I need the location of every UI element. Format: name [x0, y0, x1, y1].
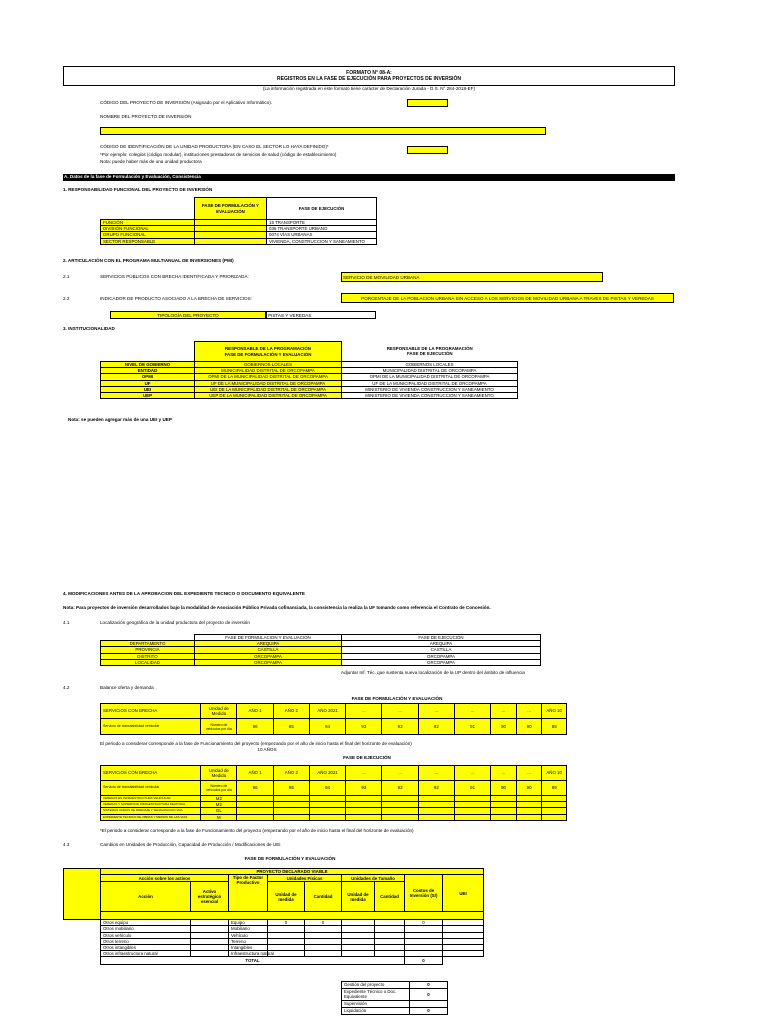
col-header: AÑO 2 — [273, 766, 309, 781]
row-label: DEPARTAMENTO — [101, 641, 195, 647]
col-header: Unidad de medida — [342, 882, 375, 912]
item-4-2-label: Balance oferta y demanda — [100, 685, 154, 690]
row-label: ENTIDAD — [101, 368, 195, 374]
cell-value[interactable]: MINISTERIO DE VIVIENDA CONSTRUCCION Y SANEAMIENTO — [342, 386, 518, 392]
row-label: UEP — [101, 393, 195, 399]
cell-value[interactable]: CASTILLA — [195, 647, 342, 653]
cell-value[interactable]: MUNICIPALIDAD DISTRITAL DE ORCOPAMPA — [342, 368, 518, 374]
cell-value[interactable]: Terreno — [229, 938, 268, 944]
row-label: Otros mobiliario — [101, 926, 191, 932]
cell-value[interactable]: GOBIERNOS LOCALES — [195, 362, 342, 368]
changes-table — [63, 868, 484, 965]
col-head-1b: FASE DE FORMULACIÓN Y EVALUACIÓN — [224, 351, 312, 357]
cell-value[interactable]: 90 — [491, 719, 517, 735]
cell-value[interactable] — [410, 1001, 448, 1008]
row-label: DISTRITO — [101, 653, 195, 659]
col-header: AÑO 2021 — [309, 766, 345, 781]
row-label: VEREDAS EN INFRAESTRUCTURA VEHICULAR — [101, 796, 201, 802]
format-header — [63, 66, 675, 86]
cell-unit: M — [201, 814, 237, 820]
cell-value[interactable]: 93 — [382, 781, 418, 796]
col-formulation: FASE DE FORMULACION Y EVALUACION — [195, 635, 342, 641]
cell-value[interactable]: 90 — [491, 781, 517, 796]
cell-value[interactable]: UEP DE LA MUNICIPALIDAD DISTRITAL DE ORCOPAMPA — [195, 393, 342, 399]
col-head-1a: RESPONSABLE DE LA PROGRAMACIÓN — [225, 346, 311, 352]
cell-value[interactable]: 93 — [346, 719, 382, 735]
cell-value: Número de vehículos por día — [201, 781, 237, 796]
row-label: Otros equipo — [101, 920, 191, 926]
changes-title: FASE DE FORMULACIÓN Y EVALUACIÓN — [244, 856, 336, 861]
col-header: Acción sobre los activos — [101, 875, 229, 882]
row-label: Liquidación — [342, 1008, 410, 1015]
institutional-note: Nota: se pueden agregar más de una UEI y UEP — [68, 417, 172, 422]
item-4-3-number: 4.3 — [63, 842, 70, 847]
col-header: UEI — [443, 875, 484, 912]
item-4-1-label: Localización geográfica de la unidad productora del proyecto de inversión — [100, 620, 250, 625]
cell-unit: M2 — [201, 796, 237, 802]
total-value: 0 — [405, 957, 443, 965]
cell-value[interactable]: AREQUIPA — [195, 641, 342, 647]
section-1-title: 1. RESPONSABILIDAD FUNCIONAL DEL PROYECTO DE INVERSIÓN — [63, 187, 213, 192]
cell-value[interactable]: ORCOPAMPA — [195, 659, 342, 665]
up-note: Nota: puede haber más de una unidad productora — [100, 159, 202, 164]
cell-value[interactable]: UF DE LA MUNICIPALIDAD DISTRITAL DE ORCOPAMPA — [342, 380, 518, 386]
cell-unit: M2 — [201, 802, 237, 808]
balance-ej-title: FASE DE EJECUCIÓN — [343, 755, 391, 760]
cell-value[interactable]: 93 — [382, 719, 418, 735]
cell-value[interactable]: 036 TRANSPORTE URBANO — [267, 226, 377, 232]
col-execution: FASE DE EJECUCIÓN — [267, 198, 377, 220]
balance-fe-table — [100, 703, 567, 735]
typology-field[interactable]: PISTAS Y VEREDAS — [266, 311, 376, 319]
cell-value[interactable]: 0074 VÍAS URBANAS — [267, 232, 377, 238]
col-header: Unidad de medida — [268, 882, 305, 912]
col-header: ... — [454, 766, 490, 781]
cell-value[interactable]: 92 — [418, 781, 454, 796]
row-label: Gestión del proyecto — [342, 982, 410, 989]
col-header: Tipo de Factor Productivo — [232, 875, 264, 886]
total-label: TOTAL — [101, 957, 405, 965]
cell-value[interactable]: 95 — [273, 719, 309, 735]
viable-project-header: PROYECTO DECLARADO VIABLE — [101, 869, 484, 875]
cell-value[interactable]: Infraestructura natural — [229, 951, 268, 957]
row-label: VEREDAS Y SUPERFICIE INFRAESTRUCTURA PEATONAL — [101, 802, 201, 808]
cell-value[interactable]: 0 — [268, 920, 305, 926]
location-table — [100, 634, 541, 666]
cell-value[interactable]: CASTILLA — [342, 647, 541, 653]
col-header: AÑO 1 — [237, 704, 273, 719]
cell-value[interactable]: 94 — [309, 781, 345, 796]
col-header: Unidad de Medida — [201, 704, 237, 719]
row-label: Otros infraestructura natural — [101, 951, 191, 957]
project-code-label: CÓDIGO DEL PROYECTO DE INVERSIÓN (Asignado por el Aplicativo Informático). — [100, 100, 273, 105]
item-2-1-number: 2.1 — [63, 274, 70, 279]
row-label: LOCALIDAD — [101, 659, 195, 665]
row-label: Expediente Técnico o Doc. Equivalente — [342, 989, 410, 1001]
col-header: Cantidad — [305, 882, 342, 912]
item-4-3-label: Cambios en Unidades de Producción, Capacidad de Producción / Modificaciones de UEI — [100, 842, 281, 847]
balance-fe-title: FASE DE FORMULACIÓN Y EVALUACIÓN — [351, 696, 443, 701]
cell-value[interactable]: Intangibles — [229, 945, 268, 951]
col-header: AÑO 2 — [273, 704, 309, 719]
col-header: ... — [454, 704, 490, 719]
col-formulation: FASE DE FORMULACIÓN Y EVALUACIÓN — [195, 198, 267, 220]
project-name-label: NOMBRE DEL PROYECTO DE INVERSIÓN — [100, 114, 192, 119]
cell-value[interactable]: UF DE LA MUNICIPALIDAD DISTRITAL DE ORCOPAMPA — [195, 380, 342, 386]
row-label: EXPEDIENTE TECNICO DE OBRAS Y MEDIOS DE LAS VIAS — [101, 814, 201, 820]
period-note-2: *El periodo a considerar corresponde a la fase de Funcionamiento del proyecto (empezando por el año de inicio hasta el final del horizonte de evaluación) — [100, 828, 414, 833]
cell-unit: GL — [201, 808, 237, 814]
up-code-label: CÓDIGO DE IDENTIFICACIÓN DE LA UNIDAD PRODUCTORA (EN CASO EL SECTOR LO HAYA DEFINIDO)* — [100, 144, 329, 149]
row-label: UF — [101, 380, 195, 386]
cell-value[interactable]: 89 — [542, 781, 567, 796]
col-header: ... — [382, 766, 418, 781]
section-a-header: A. Datos de la fase de Formulación y Evaluación, Consistencia — [63, 174, 675, 181]
cell-value[interactable]: UEI DE LA MUNICIPALIDAD DISTRITAL DE ORCOPAMPA — [195, 386, 342, 392]
col-header: ... — [382, 704, 418, 719]
cell-value[interactable]: 0 — [410, 989, 448, 1001]
cell-value[interactable]: 90 — [516, 781, 542, 796]
cell-value[interactable]: ORCOPAMPA — [195, 653, 342, 659]
col-header: Cantidad — [375, 882, 405, 912]
row-label: FUNCIÓN — [101, 220, 195, 226]
col-header: Unidad de Medida — [201, 766, 237, 781]
cell-value[interactable]: AREQUIPA — [342, 641, 541, 647]
format-title: FORMATO N° 08-A: — [346, 70, 392, 76]
cell-value[interactable]: 94 — [309, 719, 345, 735]
row-label: Servicio de transitabilidad vehicular — [101, 781, 201, 796]
section-3-title: 3. INSTITUCIONALIDAD — [63, 326, 115, 331]
cell-value[interactable]: 0 — [305, 920, 342, 926]
cell-value[interactable]: 0 — [410, 1008, 448, 1015]
item-2-2-label: INDICADOR DE PRODUCTO ASOCIADO A LA BRECHA DE SERVICIOS: — [100, 296, 252, 301]
period-note: El periodo a considerar corresponde a la fase de Funcionamiento del proyecto (empezando por el año de inicio hasta el final del horizonte de evaluación) — [100, 741, 412, 746]
cell-value[interactable]: 93 — [346, 781, 382, 796]
cell-value[interactable]: ORCOPAMPA — [342, 653, 541, 659]
col-head-2b: FASE DE EJECUCIÓN — [406, 351, 453, 357]
row-label: Supervisión — [342, 1001, 410, 1008]
col-header: SERVICIOS CON BRECHA — [101, 766, 201, 781]
period-value: 10 AÑOS — [257, 747, 277, 752]
col-header: Acción — [101, 882, 191, 912]
cell-value[interactable]: 90 — [516, 719, 542, 735]
project-name-field[interactable] — [100, 127, 546, 135]
col-header: SERVICIOS CON BRECHA — [101, 704, 201, 719]
row-label: UEI — [101, 386, 195, 392]
row-label: DIVISIÓN FUNCIONAL — [101, 226, 195, 232]
col-head-2a: RESPONSABLE DE LA PROGRAMACIÓN — [386, 346, 473, 352]
cell-value[interactable]: OPMI DE LA MUNICIPALIDAD DISTRITAL DE ORCOPAMPA — [342, 374, 518, 380]
col-header: AÑO 1 — [237, 766, 273, 781]
cell-value[interactable]: VIVIENDA, CONSTRUCCION Y SANEAMIENTO — [267, 238, 377, 244]
col-header: AÑO 2021 — [309, 704, 345, 719]
cell-value[interactable]: 96 — [237, 781, 273, 796]
cell-value[interactable]: 0 — [410, 982, 448, 989]
cell-value[interactable]: 91 — [454, 719, 490, 735]
project-code-field[interactable] — [407, 99, 448, 107]
col-header: Unidades Físicas — [268, 875, 342, 882]
col-header: ... — [491, 704, 517, 719]
example-note: *Por ejemplo: colegios (código modular), instituciones prestadoras de servicios de salud (código de establecimiento) — [100, 152, 337, 157]
section-2-title: 2. ARTICULACIÓN CON EL PROGRAMA MULTIANUAL DE INVERSIONES (PMI) — [63, 258, 234, 263]
col-header: ... — [516, 766, 542, 781]
row-label: Servicio de transitabilidad vehicular — [101, 719, 201, 735]
service-gap-field[interactable]: SERVICIO DE MOVILIDAD URBANA — [341, 272, 603, 282]
cell-value[interactable]: 96 — [237, 719, 273, 735]
item-2-1-label: SERVICIOS PÚBLICOS CON BRECHA IDENTIFICADA Y PRIORIZADA: — [100, 274, 249, 279]
cell-value[interactable]: Vehículo — [229, 932, 268, 938]
balance-ej-table — [100, 765, 567, 821]
col-execution: FASE DE EJECUCIÓN — [342, 635, 541, 641]
cell-value[interactable]: OPMI DE LA MUNICIPALIDAD DISTRITAL DE ORCOPAMPA — [195, 374, 342, 380]
row-label: OPMI — [101, 374, 195, 380]
cell-value[interactable]: ORCOPAMPA — [342, 659, 541, 665]
row-label: Otros terreno — [101, 938, 191, 944]
cell-value[interactable]: 0 — [405, 920, 443, 926]
typology-label: TIPOLOGÍA DEL PROYECTO — [110, 311, 266, 319]
col-header: ... — [346, 766, 382, 781]
cell-value: Número de vehículos por día — [201, 719, 237, 735]
cell-value[interactable]: Equipo — [229, 920, 268, 926]
col-header: ... — [418, 704, 454, 719]
cell-value[interactable]: MINISTERIO DE VIVIENDA CONSTRUCCION Y SANEAMIENTO — [342, 393, 518, 399]
cell-value[interactable]: Mobiliario — [229, 926, 268, 932]
row-label: NIVEL DE GOBIERNO — [101, 362, 195, 368]
row-label: GRUPO FUNCIONAL — [101, 232, 195, 238]
row-label: SISTEMAS VARIOS DE DRENAJE Y SENALIZACION VIAL — [101, 808, 201, 814]
col-header: ... — [516, 704, 542, 719]
indicator-field[interactable]: PORCENTAJE DE LA POBLACION URBANA SIN ACCESO A LOS SERVICIOS DE MOVILIDAD URBANA A TRAVES DE PISTAS Y VEREDAS — [341, 293, 674, 303]
declaration-note: (La información registrada en este formato tiene carácter de Declaración Jurada - D.S. N° 284-2018-EF) — [263, 86, 475, 91]
item-4-2-number: 4.2 — [63, 685, 70, 690]
item-2-2-number: 2.2 — [63, 296, 70, 301]
row-label: SECTOR RESPONSABLE — [101, 238, 195, 244]
section-4-title: 4. MODIFICACIONES ANTES DE LA APROBACION DEL EXPEDIENTE TECNICO O DOCUMENTO EQUIVALENTE — [63, 591, 305, 596]
col-header: ... — [346, 704, 382, 719]
location-note: Adjuntar Inf. Téc. que sustenta nueva localización de la UP dentro del ámbito de influencia — [341, 670, 525, 675]
cell-value[interactable]: GOBIERNOS LOCALES — [342, 362, 518, 368]
cell-value[interactable]: MUNICIPALIDAD DISTRITAL DE ORCOPAMPA — [195, 368, 342, 374]
cell-value[interactable] — [195, 238, 267, 244]
col-header: ... — [491, 766, 517, 781]
item-4-1-number: 4.1 — [63, 620, 70, 625]
row-label: Otros intangibles — [101, 945, 191, 951]
cell-value[interactable]: 89 — [542, 719, 567, 735]
cell-value[interactable]: 92 — [418, 719, 454, 735]
format-subtitle: REGISTROS EN LA FASE DE EJECUCIÓN PARA PROYECTOS DE INVERSIÓN — [277, 76, 461, 82]
col-header: AÑO 10 — [542, 704, 567, 719]
extra-costs-table — [341, 981, 448, 1015]
row-label: Otros vehículo — [101, 932, 191, 938]
cell-value[interactable]: 95 — [273, 781, 309, 796]
cell-value[interactable]: 15 TRANSPORTE — [267, 220, 377, 226]
institutional-table — [100, 341, 518, 399]
up-code-field[interactable] — [407, 146, 448, 154]
cell-value[interactable]: 91 — [454, 781, 490, 796]
col-header: Unidades de Tamaño — [342, 875, 405, 882]
col-header: AÑO 10 — [542, 766, 567, 781]
section-4-note: Nota: Para proyectos de inversión desarrollados bajo la modalidad de Asociación Público Privada cofinanciada, la consistencia la realiza la UF tomando como referencia el Contrato de Concesión. — [63, 605, 491, 610]
functional-table — [100, 197, 377, 245]
col-header: Activo estratégico esencial — [191, 882, 229, 912]
col-header: ... — [418, 766, 454, 781]
col-header: Costos de Inversión (S/) — [405, 875, 443, 912]
row-label: PROVINCIA — [101, 647, 195, 653]
